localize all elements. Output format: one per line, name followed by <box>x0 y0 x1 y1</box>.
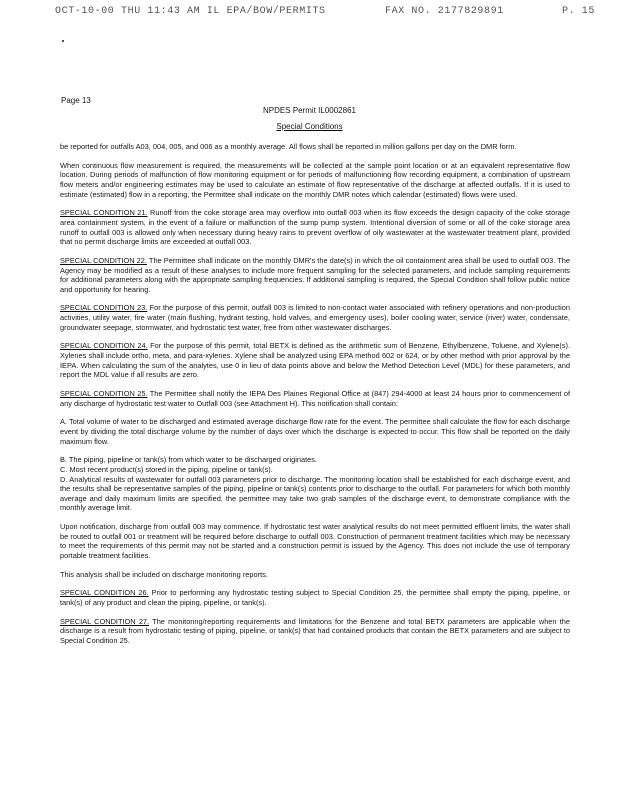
notification-list <box>60 455 570 513</box>
notification-item-a: A. Total volume of water to be discharged and estimated average discharge flow rate for the event. The permittee shall calculate the flow for each discharge event by dividing the total discharge volume by the number of days over which the discharge is expected to occur. This flow shall be reported on the daily maximum flow. <box>60 417 570 446</box>
special-condition-27 <box>60 617 570 646</box>
paragraph-flow-reporting: be reported for outfalls A03, 004, 005, and 006 as a monthly average. All flows shall be reported in million gallons per day on the DMR form. <box>60 142 517 151</box>
condition-text: Prior to performing any hydrostatic testing subject to Special Condition 25, the permittee shall empty the piping, pipeline, or tank(s) of any product and clean the piping, pipeline, or tank(s). <box>60 588 571 608</box>
condition-text: For the purpose of this permit, total BETX is defined as the arithmetic sum of Benzene, Ethylbenzene, Toluene, and Xylene(s). Xylenes shall include ortho, meta, and para-xylenes. Xylene shall be analyzed using EPA method 602 or 624, or by other method with prior approval by the IEPA. When calculating the sum of the analytes, use 0 in lieu of data points above and below the Method Detection Level (MDL) for these parameters, and report the MDL value if all results are zero. <box>60 341 570 380</box>
notification-item-c: C. Most recent product(s) stored in the piping, pipeline or tank(s). <box>60 464 273 474</box>
paragraph-flow-measurement: When continuous flow measurement is required, the measurements will be collected at the sample point location or at an equivalent representative flow location. During periods of malfunction of flow monitoring equipment or for periods of malfunctioning flow recording equipment, a combination of upstream flow meters and/or engineering estimates may be used to calculate an estimate of flow representative of the discharge at affected outfalls. If it is used to estimate (estimated) flow in a reporting, the Permittee shall indicate on the monthly DMR notes which calendar (estimated) flows were used. <box>60 160 570 199</box>
section-title: Special Conditions <box>276 122 343 131</box>
condition-text: The Permittee shall indicate on the monthly DMR's the date(s) in which the oil containment area shall be used to outfall 003. The Agency may be modified as a result of these analyses to include more frequent sampling for the selected parameters, and include sampling requirements for additional parameters along with the appropriate sampling frequencies. If additional sampling is required, the Special Condition shall follow public notice and opportunity for hearing. <box>60 255 570 294</box>
special-condition-21 <box>60 208 570 246</box>
fax-header-page: P. 15 <box>561 6 595 17</box>
paragraph-upon-notification: Upon notification, discharge from outfall 003 may commence. If hydrostatic test water analytical results do not meet permitted effluent limits, the water shall be routed to outfall 001 or treatment will be required before discharge to outfall 003. Construction of permanent treatment facilities which may be necessary to meet the requirements of this permit may not be started and a construction permit is issued by the Agency. This does not include the use of temporary portable treatment facilities. <box>60 522 570 560</box>
condition-label: SPECIAL CONDITION 26. <box>60 588 149 598</box>
special-condition-22 <box>60 256 570 294</box>
condition-text: Runoff from the coke storage area may overflow into outfall 003 when its flow exceeds the design capacity of the coke storage area containment system, in the event of a failure or malfunction of the sump pump system. Intentional diversion of some or all of the coke storage area runoff to outfall 003 is allowed only when necessary during heavy rains to prevent overflow of oily wastewater at the wastewater treatment plant, provided that no permit discharge limits are exceeded at outfall 003. <box>60 208 570 247</box>
condition-label: SPECIAL CONDITION 27. <box>60 616 150 626</box>
special-condition-24 <box>60 341 570 379</box>
condition-label: SPECIAL CONDITION 21. <box>60 208 148 218</box>
condition-text: The Permittee shall notify the IEPA Des Plaines Regional Office at (847) 294-4000 at least 24 hours prior to commencement of any discharge of hydrostatic test water to Outfall 003 (see Attachment H). This notification shall contain: <box>60 389 570 408</box>
condition-label: SPECIAL CONDITION 24. <box>60 341 148 351</box>
condition-label: SPECIAL CONDITION 23. <box>60 303 148 313</box>
scan-speck <box>62 40 64 42</box>
document-body <box>60 142 570 655</box>
notification-item-d: D. Analytical results of wastewater for outfall 003 parameters prior to discharge. The monitoring location shall be established for each discharge event, and the results shall be representative samples of the piping, pipeline or tank(s) contents prior to discharge to the outfall. For parameters for which both monthly average and daily maximum limits are specified, the permittee may take two grab samples of the discharge event, to demonstrate compliance with the monthly average limit. <box>60 474 570 513</box>
special-condition-26 <box>60 588 570 607</box>
condition-text: For the purpose of this permit, outfall 003 is limited to non-contact water associated with refinery operations and non-production activities, utility water, fire water (main flushing, hydrant testing, hold valves, and emergency uses), boiler cooling water, service (river) water, condensate, groundwater seepage, stormwater, and hydrostatic test water, free from other wastewater discharges. <box>60 303 570 332</box>
special-condition-23 <box>60 303 570 332</box>
condition-label: SPECIAL CONDITION 22. <box>60 255 147 265</box>
fax-header <box>55 6 595 22</box>
page-number: Page 13 <box>61 96 91 105</box>
fax-header-number: FAX NO. 2177829891 <box>385 6 504 17</box>
paragraph-analysis-reporting: This analysis shall be included on discharge monitoring reports. <box>60 569 268 579</box>
notification-item-b: B. The piping, pipeline or tank(s) from which water to be discharged originates. <box>60 455 318 465</box>
condition-text: The monitoring/reporting requirements and limitations for the Benzene and total BETX parameters are applicable when the discharge is a result from hydrostatic testing of piping, pipeline, or tank(s) that had contained products that contain the BETX parameters and are subject to Special Condition 25. <box>60 616 571 645</box>
special-condition-25 <box>60 389 570 408</box>
permit-title: NPDES Permit IL0002861 <box>263 106 356 115</box>
fax-header-sender: OCT-10-00 THU 11:43 AM IL EPA/BOW/PERMITS <box>55 6 326 17</box>
condition-label: SPECIAL CONDITION 25. <box>60 389 148 398</box>
